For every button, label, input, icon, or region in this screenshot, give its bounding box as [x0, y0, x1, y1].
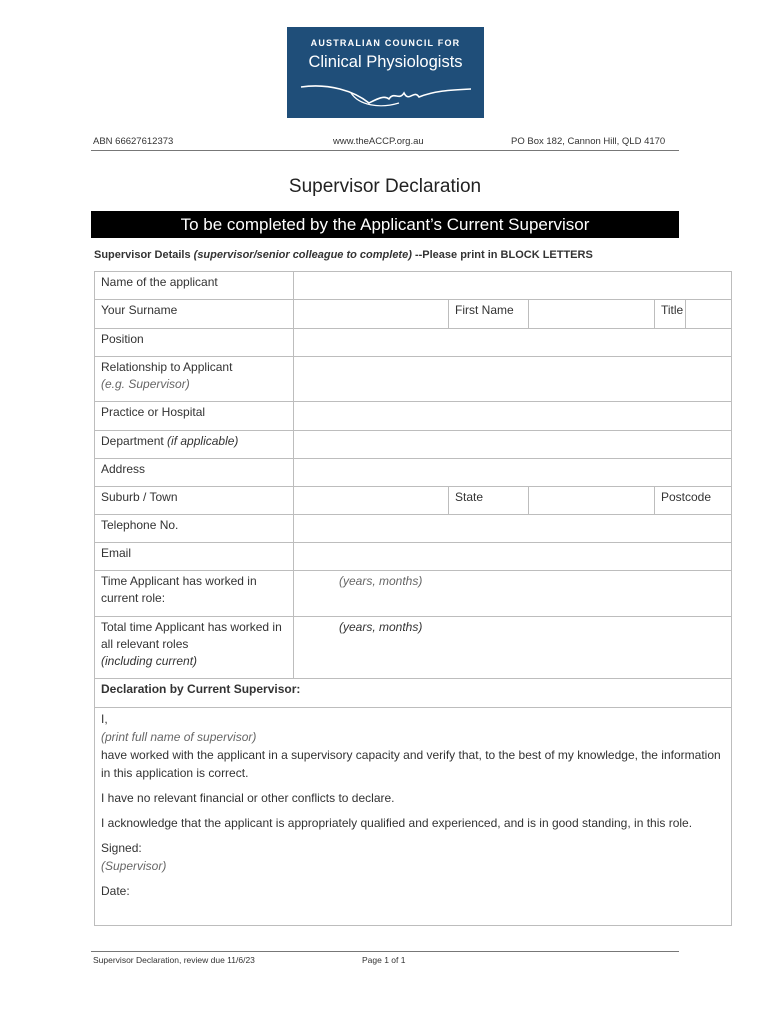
declaration-heading: Declaration by Current Supervisor: — [95, 679, 732, 708]
label-relationship — [95, 357, 294, 402]
suburb-field[interactable] — [294, 487, 449, 515]
time-total-value-hint: (years, months) — [339, 620, 423, 634]
declaration-date: Date: — [101, 884, 130, 898]
state-field[interactable] — [529, 487, 655, 515]
supervisor-details-instructions — [94, 249, 593, 261]
declaration-signed-hint: (Supervisor) — [101, 859, 167, 873]
department-text: Department — [101, 434, 164, 448]
department-field[interactable] — [294, 431, 732, 459]
label-email: Email — [95, 543, 294, 571]
footer-rule — [91, 951, 679, 952]
logo-line2: Clinical Physiologists — [308, 53, 463, 71]
address-field[interactable] — [294, 459, 732, 487]
declaration-name-hint: (print full name of supervisor) — [101, 730, 257, 744]
signature-swoosh-icon — [299, 81, 474, 113]
declaration-signed: Signed: — [101, 841, 142, 855]
label-state: State — [449, 487, 529, 515]
label-name-of-applicant: Name of the applicant — [95, 272, 294, 300]
declaration-p1: have worked with the applicant in a supervisory capacity and verify that, to the best of my knowledge, the information in this application is correct. — [101, 748, 721, 780]
relationship-hint: (e.g. Supervisor) — [101, 377, 190, 391]
time-current-field[interactable] — [294, 571, 732, 617]
details-rest: --Please print in BLOCK LETTERS — [414, 249, 593, 261]
relationship-field[interactable] — [294, 357, 732, 402]
label-postcode: Postcode — [661, 490, 712, 504]
position-field[interactable] — [294, 329, 732, 357]
label-time-current: Time Applicant has worked in current role: — [95, 571, 294, 617]
applicant-name-field[interactable] — [294, 272, 732, 300]
logo-line1: AUSTRALIAN COUNCIL FOR — [310, 38, 461, 48]
footer-document: Supervisor Declaration, review due 11/6/23 — [93, 955, 255, 965]
details-italic: (supervisor/senior colleague to complete) — [193, 249, 412, 261]
label-telephone: Telephone No. — [95, 515, 294, 543]
time-total-field[interactable] — [294, 617, 732, 679]
label-first-name: First Name — [449, 300, 529, 329]
supervisor-form — [94, 271, 732, 926]
label-title: Title — [655, 300, 686, 329]
time-total-hint: (including current) — [101, 654, 198, 668]
practice-field[interactable] — [294, 402, 732, 431]
department-hint: (if applicable) — [167, 434, 239, 448]
accp-logo — [287, 27, 484, 118]
declaration-p2: I have no relevant financial or other conflicts to declare. — [101, 791, 395, 805]
time-current-hint: (years, months) — [339, 574, 423, 588]
relationship-text: Relationship to Applicant — [101, 360, 233, 374]
surname-field[interactable] — [294, 300, 449, 329]
postcode-cell — [655, 487, 732, 515]
footer-page: Page 1 of 1 — [362, 955, 406, 965]
telephone-field[interactable] — [294, 515, 732, 543]
title-field[interactable] — [686, 300, 732, 329]
first-name-field[interactable] — [529, 300, 655, 329]
label-position: Position — [95, 329, 294, 357]
email-field[interactable] — [294, 543, 732, 571]
label-department — [95, 431, 294, 459]
label-time-total — [95, 617, 294, 679]
abn-text: ABN 66627612373 — [93, 136, 174, 147]
declaration-i: I, — [101, 712, 108, 726]
header-rule — [91, 150, 679, 151]
page-title: Supervisor Declaration — [288, 176, 482, 197]
website-link[interactable]: www.theACCP.org.au — [333, 136, 424, 147]
declaration-body — [95, 708, 732, 926]
label-practice: Practice or Hospital — [95, 402, 294, 431]
postal-address: PO Box 182, Cannon Hill, QLD 4170 — [511, 136, 666, 147]
time-total-text: Total time Applicant has worked in all relevant roles — [101, 620, 282, 651]
declaration-p3: I acknowledge that the applicant is appropriately qualified and experienced, and is in good standing, in this role. — [101, 816, 693, 830]
label-address: Address — [95, 459, 294, 487]
label-surname: Your Surname — [95, 300, 294, 329]
label-suburb: Suburb / Town — [95, 487, 294, 515]
banner: To be completed by the Applicant’s Current Supervisor — [91, 211, 679, 238]
details-bold: Supervisor Details — [94, 249, 191, 261]
